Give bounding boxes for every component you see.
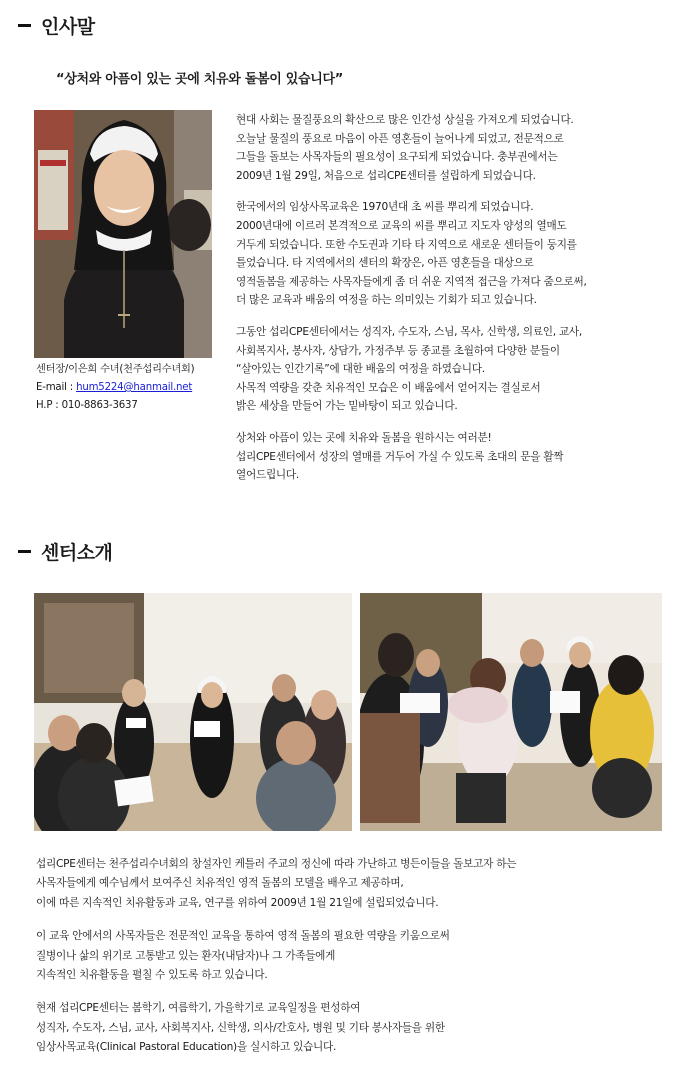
greeting-line: 그들을 돌보는 사목자들의 필요성이 요구되게 되었습니다. 충부권에서는 [236, 151, 558, 164]
greeting-quote: “상처와 아픔이 있는 곳에 치유와 돌봄이 있습니다” [56, 72, 344, 87]
center-line: 성직자, 수도자, 스님, 교사, 사회복지사, 신학생, 의사/간호사, 병원 및 기타 봉사자들을 위한 [36, 1021, 445, 1034]
paragraph-gap [236, 185, 587, 198]
email-label: E-mail : [36, 382, 77, 393]
center-body [36, 855, 516, 1058]
dash-bullet-icon [18, 24, 31, 27]
greeting-line: 열어드립니다. [236, 469, 300, 482]
paragraph-gap [36, 913, 516, 927]
center-line: 이 교육 안에서의 사목자들은 전문적인 교육을 통하여 영적 돌봄의 필요한 역량을 키움으로써 [36, 930, 450, 943]
email-link[interactable]: hum5224@hanmail.net [76, 382, 193, 393]
section-title-center [18, 538, 112, 565]
director-caption [36, 361, 194, 415]
greeting-line: 사회복지사, 봉사자, 상담가, 가정주부 등 종교를 초월하여 다양한 분들이 [236, 344, 560, 357]
paragraph-gap [36, 985, 516, 999]
greeting-line: “살아있는 인간기록”에 대한 배움의 여정을 하였습니다. [236, 363, 485, 376]
director-portrait-photo [34, 110, 212, 358]
center-line: 이에 따른 지속적인 치유활동과 교육, 연구를 위하여 2009년 1월 21일에 설립되었습니다. [36, 896, 439, 909]
greeting-line: 그동안 섭리CPE센터에서는 성직자, 수도자, 스님, 목사, 신학생, 의료인, 교사, [236, 325, 583, 338]
director-phone: H.P : 010-8863-3637 [36, 400, 138, 411]
center-line: 임상사목교육(Clinical Pastoral Education)을 실시하고 있습니다. [36, 1041, 337, 1054]
director-email-line [36, 379, 194, 397]
group-session-photo-left [34, 593, 352, 831]
center-title-text: 센터소개 [41, 542, 113, 564]
dash-bullet-icon [18, 550, 31, 553]
paragraph-gap [236, 310, 587, 323]
greeting-line: 현대 사회는 물질풍요의 확산으로 많은 인간성 상실을 가져오게 되었습니다. [236, 114, 574, 126]
greeting-body [236, 111, 587, 485]
center-line: 섭리CPE센터는 천주섭리수녀회의 창설자인 케틀러 주교의 정신에 따라 가난하고 병든이들을 돌보고자 하는 [36, 858, 517, 870]
center-line: 지속적인 치유활동을 펼칠 수 있도록 하고 있습니다. [36, 968, 268, 981]
greeting-line: 사목적 역량을 갖춘 치유적인 모습은 이 배움에서 얻어지는 결실로서 [236, 381, 541, 394]
greeting-line: 한국에서의 임상사목교육은 1970년대 초 씨를 뿌리게 되었습니다. [236, 201, 534, 214]
center-line: 현재 섭리CPE센터는 봄학기, 여름학기, 가을학기로 교육일정을 편성하여 [36, 1002, 361, 1015]
greeting-line: 상처와 아픔이 있는 곳에 치유와 돌봄을 원하시는 여러분! [236, 431, 492, 444]
paragraph-gap [236, 416, 587, 429]
greeting-line: 2000년대에 이르러 본격적으로 교육의 씨를 뿌리고 지도자 양성의 열매도 [236, 219, 567, 232]
greeting-line: 영적돌봄을 제공하는 사목자들에게 좀 더 쉬운 지역적 접근을 가져다 줌으로써, [236, 275, 587, 288]
group-session-photo-right [360, 593, 662, 831]
director-name: 센터장/이은희 수녀(천주섭리수녀회) [36, 364, 195, 375]
greeting-line: 더 많은 교육과 배움의 여정을 하는 의미있는 기회가 되고 있습니다. [236, 294, 537, 307]
greeting-line: 섭리CPE센터에서 성장의 열매를 거두어 가실 수 있도록 초대의 문을 활짝 [236, 450, 564, 463]
section-title-greeting [18, 12, 95, 39]
greeting-line: 2009년 1월 29일, 처음으로 섭리CPE센터를 설립하게 되었습니다. [236, 169, 536, 182]
greeting-line: 거두게 되었습니다. 또한 수도권과 기타 타 지역으로 새로운 센터들이 둥지를 [236, 238, 577, 251]
center-line: 질병이나 삶의 위기로 고통받고 있는 환자(내담자)나 그 가족들에게 [36, 949, 336, 962]
greeting-line: 오늘날 물질의 풍요로 마음이 아픈 영혼들이 늘어나게 되었고, 전문적으로 [236, 132, 564, 145]
greeting-title-text: 인사말 [41, 16, 95, 38]
center-line: 사목자들에게 예수님께서 보여주신 치유적인 영적 돌봄의 모델을 배우고 제공하며, [36, 877, 404, 890]
greeting-line: 틀었습니다. 타 지역에서의 센터의 확장은, 아픈 영혼들을 대상으로 [236, 257, 534, 270]
greeting-line: 밝은 세상을 만들어 가는 밑바탕이 되고 있습니다. [236, 400, 458, 413]
